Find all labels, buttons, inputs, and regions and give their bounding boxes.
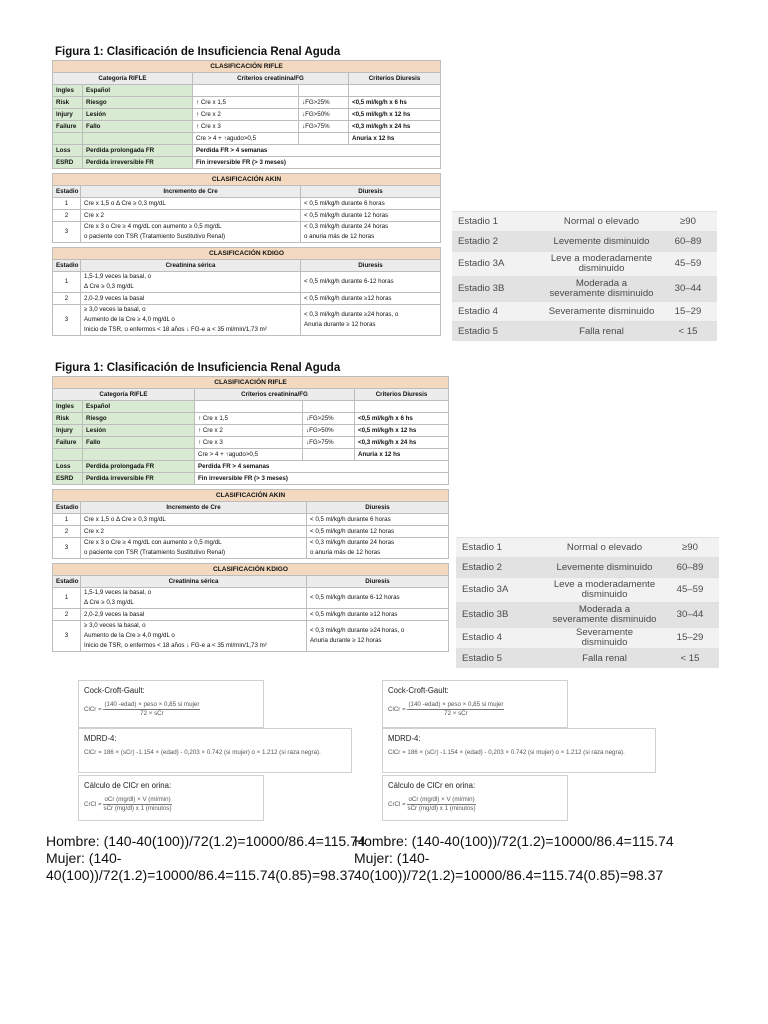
kdigo-creatinine: 1,5-1,9 veces la basal, o bbox=[84, 589, 152, 596]
akin-col-diuresis: Diuresis bbox=[301, 186, 441, 198]
kdigo-diuresis-line2: Anuria durante ≥ 12 horas bbox=[310, 637, 382, 644]
calc-mujer-line2: 40(100))/72(1.2)=10000/86.4=115.74(0.85)=98.37 bbox=[46, 867, 356, 883]
gfr-description: Severamente disminuido bbox=[544, 302, 659, 322]
rifle-table bbox=[52, 376, 449, 485]
gfr-stage: Estadio 3A bbox=[452, 252, 544, 277]
figure-title: Figura 1: Clasificación de Insuficiencia Renal Aguda bbox=[55, 362, 341, 374]
rifle-row-es: Perdida prolongada FR bbox=[83, 145, 193, 157]
figure-classification-2 bbox=[52, 362, 448, 652]
rifle-row-diu: Anuria x 12 hs bbox=[349, 133, 441, 145]
akin-increment: Cre x 1,5 o Δ Cre ≥ 0,3 mg/dL bbox=[81, 514, 307, 526]
formula-lhs: ClCr = bbox=[84, 706, 102, 714]
gfr-stage-table-1 bbox=[452, 211, 717, 341]
cockcroft-gault-title: Cock-Croft-Gault: bbox=[84, 686, 145, 695]
rifle-row-en: Risk bbox=[53, 413, 83, 425]
clearance-calculation-left bbox=[46, 833, 366, 884]
mdrd-formula: ClCr = 186 × (sCr) -1.154 × (edad) - 0,203 × 0.742 (si mujer) o × 1.212 (si raza negra). bbox=[84, 749, 321, 756]
rifle-row-en: Loss bbox=[53, 145, 83, 157]
rifle-col-diuresis: Criterios Diuresis bbox=[355, 389, 449, 401]
gfr-stage: Estadio 2 bbox=[452, 232, 544, 252]
formula-lhs: CrCl = bbox=[84, 801, 102, 809]
akin-stage: 3 bbox=[53, 222, 81, 243]
kdigo-creatinine: 2,0-2,9 veces la basal bbox=[81, 293, 301, 305]
kdigo-table bbox=[52, 563, 449, 652]
rifle-row-cre: ↑ Cre x 2 bbox=[195, 425, 303, 437]
kdigo-creatinine-line3: Inicio de TSR, o enfermos < 18 años ↓ FG-e a < 35 ml/min/1,73 m² bbox=[84, 326, 267, 333]
akin-diuresis: < 0,3 ml/kg/h durante 24 horas bbox=[304, 223, 389, 230]
rifle-col-diuresis: Criterios Diuresis bbox=[349, 73, 441, 85]
kdigo-diuresis: < 0,5 ml/kg/h durante 6-12 horas bbox=[307, 588, 449, 609]
formula-numerator: (140 -edad) × peso × 0,85 si mujer bbox=[104, 701, 200, 708]
rifle-row-diu: <0,3 ml/kg/h x 24 hs bbox=[355, 437, 449, 449]
rifle-sub-english: Ingles bbox=[53, 401, 83, 413]
mdrd-card bbox=[78, 728, 352, 773]
formula-denominator: 72 × sCr bbox=[140, 710, 164, 717]
akin-table bbox=[52, 173, 441, 243]
rifle-sub-spanish: Español bbox=[83, 85, 193, 97]
rifle-row-cre: Fin irreversible FR (> 3 meses) bbox=[195, 473, 449, 485]
gfr-stage: Estadio 5 bbox=[452, 322, 544, 342]
gfr-description: Leve a moderadamente disminuido bbox=[548, 578, 661, 603]
clearance-calculation-right bbox=[354, 833, 674, 884]
rifle-row-es: Riesgo bbox=[83, 413, 195, 425]
gfr-stage: Estadio 3A bbox=[456, 578, 548, 603]
rifle-row-es: Lesión bbox=[83, 109, 193, 121]
formula-fraction bbox=[407, 796, 475, 813]
rifle-table bbox=[52, 60, 441, 169]
rifle-row-cre: ↑ Cre x 2 bbox=[193, 109, 299, 121]
akin-diuresis: < 0,5 ml/kg/h durante 6 horas bbox=[301, 198, 441, 210]
rifle-row-en: Loss bbox=[53, 461, 83, 473]
akin-section-title: CLASIFICACIÓN AKIN bbox=[53, 490, 449, 502]
kdigo-diuresis: < 0,5 ml/kg/h durante ≥12 horas bbox=[301, 293, 441, 305]
akin-diuresis: < 0,5 ml/kg/h durante 12 horas bbox=[307, 526, 449, 538]
cockcroft-gault-formula bbox=[84, 701, 257, 718]
rifle-sub-spanish: Español bbox=[83, 401, 195, 413]
akin-diuresis: < 0,5 ml/kg/h durante 12 horas bbox=[301, 210, 441, 222]
rifle-row-es: Fallo bbox=[83, 437, 195, 449]
rifle-row-cre: ↑ Cre x 1,5 bbox=[193, 97, 299, 109]
cockcroft-gault-card bbox=[78, 680, 264, 728]
gfr-stage: Estadio 4 bbox=[456, 628, 548, 649]
gfr-description: Levemente disminuido bbox=[544, 232, 659, 252]
akin-diuresis-line2: o anuria más de 12 horas bbox=[304, 233, 375, 240]
gfr-description: Leve a moderadamente disminuido bbox=[544, 252, 659, 277]
kdigo-stage: 3 bbox=[53, 621, 81, 652]
formula-numerator: oCr (mg/dl) × V (ml/min) bbox=[408, 796, 475, 803]
rifle-row-diu: <0,5 ml/kg/h x 6 hs bbox=[349, 97, 441, 109]
akin-increment: Cre x 2 bbox=[81, 526, 307, 538]
urine-clearance-title: Cálculo de ClCr en orina: bbox=[388, 781, 476, 790]
akin-stage: 2 bbox=[53, 210, 81, 222]
formula-lhs: ClCr = bbox=[388, 706, 406, 714]
kdigo-creatinine: 1,5-1,9 veces la basal, o bbox=[84, 273, 152, 280]
rifle-row-cre: Perdida FR > 4 semanas bbox=[195, 461, 449, 473]
gfr-range: 15–29 bbox=[661, 628, 719, 649]
rifle-row-diu: Anuria x 12 hs bbox=[355, 449, 449, 461]
akin-stage: 2 bbox=[53, 526, 81, 538]
calc-hombre: Hombre: (140-40(100))/72(1.2)=10000/86.4=115.74 bbox=[46, 833, 366, 849]
gfr-description: Normal o elevado bbox=[548, 538, 661, 558]
kdigo-creatinine-line2: Aumento de la Cre ≥ 4,0 mg/dL o bbox=[84, 632, 175, 639]
gfr-range: 30–44 bbox=[661, 603, 719, 628]
rifle-section-title: CLASIFICACIÓN RIFLE bbox=[53, 377, 449, 389]
rifle-row-en: Injury bbox=[53, 109, 83, 121]
formula-denominator: sCr (mg/dl) x 1 (minutos) bbox=[407, 805, 476, 812]
formula-numerator: (140 -edad) × peso × 0,85 si mujer bbox=[408, 701, 504, 708]
formula-denominator: 72 × sCr bbox=[444, 710, 468, 717]
akin-col-diuresis: Diuresis bbox=[307, 502, 449, 514]
mdrd-formula: ClCr = 186 × (sCr) -1.154 × (edad) - 0,203 × 0.742 (si mujer) o × 1.212 (si raza negra). bbox=[388, 749, 625, 756]
urine-clearance-formula bbox=[388, 796, 561, 813]
kdigo-section-title: CLASIFICACIÓN KDIGO bbox=[53, 564, 449, 576]
rifle-row-fg: ↓FG>50% bbox=[299, 109, 349, 121]
rifle-col-category: Categoría RIFLE bbox=[53, 389, 195, 401]
gfr-stage: Estadio 1 bbox=[452, 212, 544, 232]
kdigo-creatinine-line3: Inicio de TSR, o enfermos < 18 años ↓ FG-e a < 35 ml/min/1,73 m² bbox=[84, 642, 267, 649]
rifle-row-cre: Perdida FR > 4 semanas bbox=[193, 145, 441, 157]
gfr-range: ≥90 bbox=[661, 538, 719, 558]
rifle-row-fg: ↓FG>75% bbox=[299, 121, 349, 133]
formula-fraction bbox=[103, 796, 171, 813]
calc-mujer-line1: Mujer: (140- bbox=[354, 850, 430, 866]
kdigo-diuresis: < 0,5 ml/kg/h durante ≥12 horas bbox=[307, 609, 449, 621]
urine-clearance-card bbox=[78, 775, 264, 821]
rifle-sub-english: Ingles bbox=[53, 85, 83, 97]
urine-clearance-card bbox=[382, 775, 568, 821]
rifle-row-cre: Fin irreversible FR (> 3 meses) bbox=[193, 157, 441, 169]
urine-clearance-formula bbox=[84, 796, 257, 813]
kdigo-creatinine: ≥ 3,0 veces la basal, o bbox=[84, 306, 146, 313]
kdigo-creatinine: ≥ 3,0 veces la basal, o bbox=[84, 622, 146, 629]
kdigo-col-creatinine: Creatinina sérica bbox=[81, 260, 301, 272]
rifle-row-diu: <0,5 ml/kg/h x 12 hs bbox=[349, 109, 441, 121]
akin-diuresis: < 0,5 ml/kg/h durante 6 horas bbox=[307, 514, 449, 526]
gfr-description: Falla renal bbox=[548, 649, 661, 669]
kdigo-col-diuresis: Diuresis bbox=[307, 576, 449, 588]
rifle-row-fg: ↓FG>50% bbox=[303, 425, 355, 437]
akin-diuresis-line2: o anuria más de 12 horas bbox=[310, 549, 381, 556]
kdigo-col-stage: Estadio bbox=[53, 260, 81, 272]
figure-title: Figura 1: Clasificación de Insuficiencia Renal Aguda bbox=[55, 46, 341, 58]
gfr-stage: Estadio 3B bbox=[456, 603, 548, 628]
akin-increment-line2: o paciente con TSR (Tratamiento Sustitutivo Renal) bbox=[84, 549, 226, 556]
cockcroft-gault-title: Cock-Croft-Gault: bbox=[388, 686, 449, 695]
akin-increment: Cre x 2 bbox=[81, 210, 301, 222]
gfr-stage: Estadio 2 bbox=[456, 558, 548, 578]
rifle-section-title: CLASIFICACIÓN RIFLE bbox=[53, 61, 441, 73]
gfr-range: < 15 bbox=[659, 322, 717, 342]
rifle-row-es: Perdida irreversible FR bbox=[83, 473, 195, 485]
rifle-row-en: Failure bbox=[53, 121, 83, 133]
rifle-row-en: ESRD bbox=[53, 157, 83, 169]
gfr-description: Levemente disminuido bbox=[548, 558, 661, 578]
rifle-row-fg: ↓FG>75% bbox=[303, 437, 355, 449]
rifle-row-es: Perdida irreversible FR bbox=[83, 157, 193, 169]
rifle-row-fg: ↓FG>25% bbox=[299, 97, 349, 109]
rifle-row-en: Failure bbox=[53, 437, 83, 449]
gfr-stage: Estadio 5 bbox=[456, 649, 548, 669]
urine-clearance-title: Cálculo de ClCr en orina: bbox=[84, 781, 172, 790]
kdigo-stage: 1 bbox=[53, 588, 81, 609]
kdigo-section-title: CLASIFICACIÓN KDIGO bbox=[53, 248, 441, 260]
rifle-row-diu: <0,5 ml/kg/h x 12 hs bbox=[355, 425, 449, 437]
gfr-range: 30–44 bbox=[659, 277, 717, 302]
rifle-row-es: Fallo bbox=[83, 121, 193, 133]
formula-fraction bbox=[103, 701, 200, 718]
kdigo-creatinine: 2,0-2,9 veces la basal bbox=[81, 609, 307, 621]
mdrd-title: MDRD-4: bbox=[84, 734, 117, 743]
kdigo-table bbox=[52, 247, 441, 336]
kdigo-stage: 2 bbox=[53, 293, 81, 305]
kdigo-diuresis-line2: Anuria durante ≥ 12 horas bbox=[304, 321, 376, 328]
rifle-row-cre: ↑ Cre x 3 bbox=[193, 121, 299, 133]
akin-col-stage: Estadio bbox=[53, 186, 81, 198]
figure-classification-1 bbox=[52, 46, 440, 336]
calc-mujer-line2: 40(100))/72(1.2)=10000/86.4=115.74(0.85)=98.37 bbox=[354, 867, 664, 883]
gfr-range: 60–89 bbox=[661, 558, 719, 578]
kdigo-stage: 3 bbox=[53, 305, 81, 336]
kdigo-creatinine-line2: Δ Cre ≥ 0,3 mg/dL bbox=[84, 599, 134, 606]
rifle-row-en: ESRD bbox=[53, 473, 83, 485]
rifle-row-es: Perdida prolongada FR bbox=[83, 461, 195, 473]
kdigo-stage: 1 bbox=[53, 272, 81, 293]
rifle-row-cre: Cre > 4 + ↑agudo>0,5 bbox=[195, 449, 303, 461]
mdrd-card bbox=[382, 728, 656, 773]
kdigo-diuresis: < 0,3 ml/kg/h durante ≥24 horas, o bbox=[304, 311, 399, 318]
gfr-description: Falla renal bbox=[544, 322, 659, 342]
akin-diuresis: < 0,3 ml/kg/h durante 24 horas bbox=[310, 539, 395, 546]
kdigo-creatinine-line2: Aumento de la Cre ≥ 4,0 mg/dL o bbox=[84, 316, 175, 323]
rifle-row-cre: ↑ Cre x 1,5 bbox=[195, 413, 303, 425]
akin-section-title: CLASIFICACIÓN AKIN bbox=[53, 174, 441, 186]
gfr-range: < 15 bbox=[661, 649, 719, 669]
akin-stage: 3 bbox=[53, 538, 81, 559]
cockcroft-gault-formula bbox=[388, 701, 561, 718]
rifle-row-cre: ↑ Cre x 3 bbox=[195, 437, 303, 449]
formula-fraction bbox=[407, 701, 504, 718]
calc-mujer-line1: Mujer: (140- bbox=[46, 850, 122, 866]
cockcroft-gault-card bbox=[382, 680, 568, 728]
rifle-row-en: Risk bbox=[53, 97, 83, 109]
gfr-description: Moderada a severamente disminuido bbox=[544, 277, 659, 302]
gfr-description: Moderada a severamente disminuido bbox=[548, 603, 661, 628]
rifle-row-diu: <0,3 ml/kg/h x 24 hs bbox=[349, 121, 441, 133]
akin-increment: Cre x 3 o Cre ≥ 4 mg/dL con aumento ≥ 0,5 mg/dL bbox=[84, 223, 222, 230]
rifle-row-es: Riesgo bbox=[83, 97, 193, 109]
akin-col-increment: Incremento de Cre bbox=[81, 186, 301, 198]
akin-col-stage: Estadio bbox=[53, 502, 81, 514]
gfr-range: 45–59 bbox=[659, 252, 717, 277]
akin-table bbox=[52, 489, 449, 559]
formula-numerator: oCr (mg/dl) × V (ml/min) bbox=[104, 796, 171, 803]
formula-denominator: sCr (mg/dl) x 1 (minutos) bbox=[103, 805, 172, 812]
akin-stage: 1 bbox=[53, 198, 81, 210]
gfr-stage: Estadio 3B bbox=[452, 277, 544, 302]
rifle-row-es: Lesión bbox=[83, 425, 195, 437]
mdrd-title: MDRD-4: bbox=[388, 734, 421, 743]
gfr-range: 45–59 bbox=[661, 578, 719, 603]
kdigo-diuresis: < 0,3 ml/kg/h durante ≥24 horas, o bbox=[310, 627, 405, 634]
kdigo-col-creatinine: Creatinina sérica bbox=[81, 576, 307, 588]
rifle-row-fg: ↓FG>25% bbox=[303, 413, 355, 425]
gfr-description: Severamente disminuido bbox=[548, 628, 661, 649]
gfr-range: ≥90 bbox=[659, 212, 717, 232]
rifle-row-cre: Cre > 4 + ↑agudo>0,5 bbox=[193, 133, 299, 145]
rifle-col-criteria: Criterios creatinina/FG bbox=[193, 73, 349, 85]
rifle-row-diu: <0,5 ml/kg/h x 6 hs bbox=[355, 413, 449, 425]
gfr-stage: Estadio 1 bbox=[456, 538, 548, 558]
akin-increment: Cre x 1,5 o Δ Cre ≥ 0,3 mg/dL bbox=[81, 198, 301, 210]
akin-increment: Cre x 3 o Cre ≥ 4 mg/dL con aumento ≥ 0,5 mg/dL bbox=[84, 539, 222, 546]
rifle-row-en: Injury bbox=[53, 425, 83, 437]
rifle-col-category: Categoría RIFLE bbox=[53, 73, 193, 85]
kdigo-col-diuresis: Diuresis bbox=[301, 260, 441, 272]
gfr-stage: Estadio 4 bbox=[452, 302, 544, 322]
akin-col-increment: Incremento de Cre bbox=[81, 502, 307, 514]
rifle-col-criteria: Criterios creatinina/FG bbox=[195, 389, 355, 401]
kdigo-diuresis: < 0,5 ml/kg/h durante 6-12 horas bbox=[301, 272, 441, 293]
gfr-range: 15–29 bbox=[659, 302, 717, 322]
kdigo-col-stage: Estadio bbox=[53, 576, 81, 588]
akin-stage: 1 bbox=[53, 514, 81, 526]
akin-increment-line2: o paciente con TSR (Tratamiento Sustitutivo Renal) bbox=[84, 233, 226, 240]
gfr-description: Normal o elevado bbox=[544, 212, 659, 232]
kdigo-creatinine-line2: Δ Cre ≥ 0,3 mg/dL bbox=[84, 283, 134, 290]
formula-lhs: CrCl = bbox=[388, 801, 406, 809]
gfr-range: 60–89 bbox=[659, 232, 717, 252]
kdigo-stage: 2 bbox=[53, 609, 81, 621]
gfr-stage-table-2 bbox=[456, 537, 719, 668]
calc-hombre: Hombre: (140-40(100))/72(1.2)=10000/86.4=115.74 bbox=[354, 833, 674, 849]
